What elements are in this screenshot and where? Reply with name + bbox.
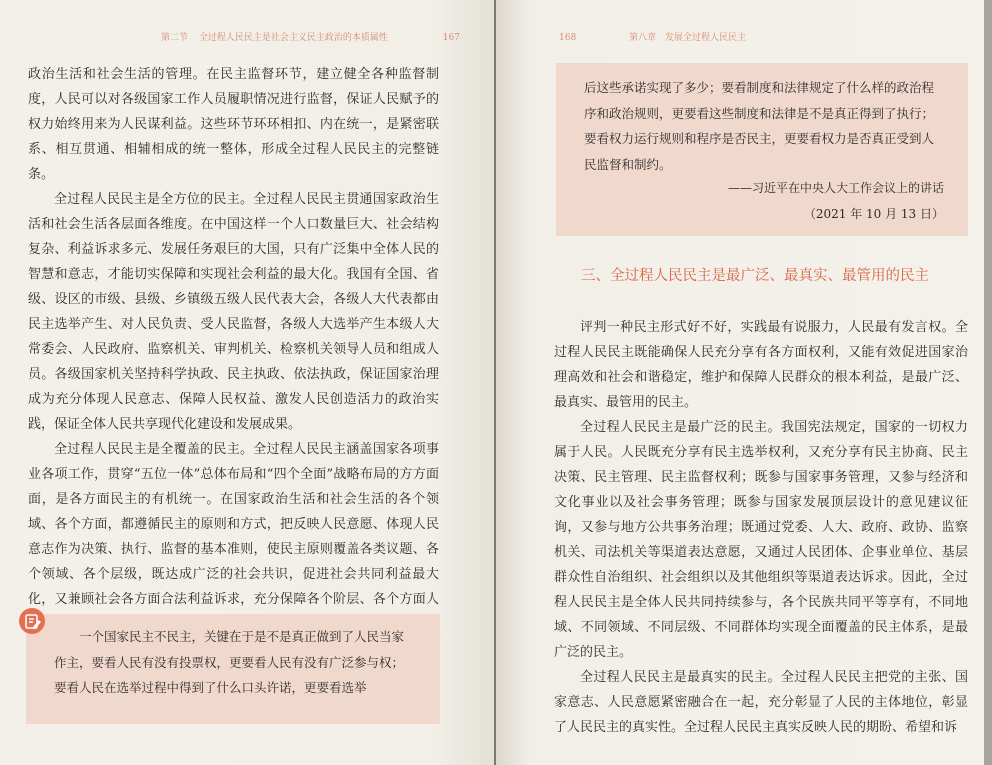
- right-header-chapter: 第八章: [629, 33, 657, 43]
- quote-continuation-box: [556, 63, 968, 236]
- quote-box: [26, 614, 440, 724]
- book-edge: [984, 0, 992, 765]
- right-running-header: [559, 30, 746, 43]
- quote-text: [54, 624, 416, 701]
- quote-attribution: ——习近平在中央人大工作会议上的讲话: [727, 181, 944, 195]
- quote-paragraph: 一个国家民主不民主，关键在于是不是真正做到了人民当家作主，要看人民有没有投票权，更要看人民有没有广泛参与权；要看人民在选举过程中得到了什么口头许诺，更要看选举: [54, 629, 405, 695]
- left-running-header: [161, 30, 460, 43]
- left-page: [0, 0, 494, 765]
- right-header-title: 发展全过程人民民主: [664, 33, 746, 43]
- paragraph: 评判一种民主形式好不好，实践最有说服力，人民最有发言权。全过程人民民主既能确保人民充分享有各方面权利，又能有效促进国家治理高效和社会和谐稳定，维护和保障人民群众的根本利益，是最广泛、最真实、最管用的民主。: [554, 320, 968, 410]
- right-page: [496, 0, 984, 765]
- paragraph: 政治生活和社会生活的管理。在民主监督环节，建立健全各种监督制度，人民可以对各级国家工作人员履职情况进行监督，保证人民赋予的权力始终用来为人民谋利益。这些环节环环相扣、内在统一，是紧密联系、相互贯通、相辅相成的统一整体，形成全过程人民民主的完整链条。: [28, 67, 439, 182]
- quote-paragraph: 后这些承诺实现了多少；要看制度和法律规定了什么样的政治程序和政治规则，更要看这些制度和法律是不是真正得到了执行；要看权力运行规则和程序是否民主，更要看权力是否真正受到人民监督和制约。: [584, 80, 935, 172]
- paragraph: 全过程人民民主是最广泛的民主。我国宪法规定，国家的一切权力属于人民。人民既充分享有民主选举权利，又充分享有民主协商、民主决策、民主管理、民主监督权利；既参与国家事务管理，又参与经济和文化事业以及社会事务管理；既参与国家发展顶层设计的意见建议征询，又参与地方公共事务治理；既通过党委、人大、政府、政协、监察机关、司法机关等渠道表达意愿，又通过人民团体、企事业单位、基层群众性自治组织、社会组织以及其他组织等渠道表达诉求。因此，全过程人民民主是全体人民共同持续参与，各个民族共同平等享有，不同地域、不同领域、不同层级、不同群体均实现全面覆盖的民主体系，是最广泛的民主。: [554, 420, 968, 660]
- paragraph: 全过程人民民主是最真实的民主。全过程人民民主把党的主张、国家意志、人民意愿紧密融合在一起，充分彰显了人民的主体地位，彰显了人民民主的真实性。全过程人民民主真实反映人民的期盼、希望和诉: [554, 670, 968, 735]
- paragraph: 全过程人民民主是全覆盖的民主。全过程人民民主涵盖国家各项事业各项工作，贯穿“五位一体”总体布局和“四个全面”战略布局的方方面面，是各方面民主的有机统一。在国家政治生活和社会生活的各个领域、各个方面，都遵循民主的原则和方式，把反映人民意愿、体现人民意志作为决策、执行、监督的基本准则，使民主原则覆盖各类议题、各个领域、各个层级，既达成广泛的社会共识，促进社会共同利益最大化，又兼顾社会各方面合法利益诉求，充分保障各个阶层、各个方面人: [28, 442, 439, 607]
- quote-date: （2021 年 10 月 13 日）: [803, 207, 944, 221]
- right-body-text: [554, 315, 968, 740]
- quote-continuation-text: [584, 75, 944, 177]
- left-header-section: 第二节: [161, 33, 189, 43]
- section-heading: 三、全过程人民民主是最广泛、最真实、最管用的民主: [581, 268, 929, 284]
- left-header-title: 全过程人民民主是社会主义民主政治的本质属性: [198, 33, 388, 43]
- left-page-number: 167: [442, 33, 460, 43]
- note-pencil-icon: [19, 608, 45, 634]
- right-page-number: 168: [559, 33, 577, 43]
- paragraph: 全过程人民民主是全方位的民主。全过程人民民主贯通国家政治生活和社会生活各层面各维度。在中国这样一个人口数量巨大、社会结构复杂、利益诉求多元、发展任务艰巨的大国，只有广泛集中全体人民的智慧和意志，才能切实保障和实现社会利益的最大化。我国有全国、省级、设区的市级、县级、乡镇级五级人民代表大会，各级人大代表都由民主选举产生、对人民负责、受人民监督，各级人大选举产生本级人大常委会、人民政府、监察机关、审判机关、检察机关领导人员和组成人员。各级国家机关坚持科学执政、民主执政、依法执政，保证国家治理成为充分体现人民意志、保障人民权益、激发人民创造活力的政治实践，保证全体人民共享现代化建设和发展成果。: [28, 192, 439, 432]
- left-body-text: [28, 62, 439, 637]
